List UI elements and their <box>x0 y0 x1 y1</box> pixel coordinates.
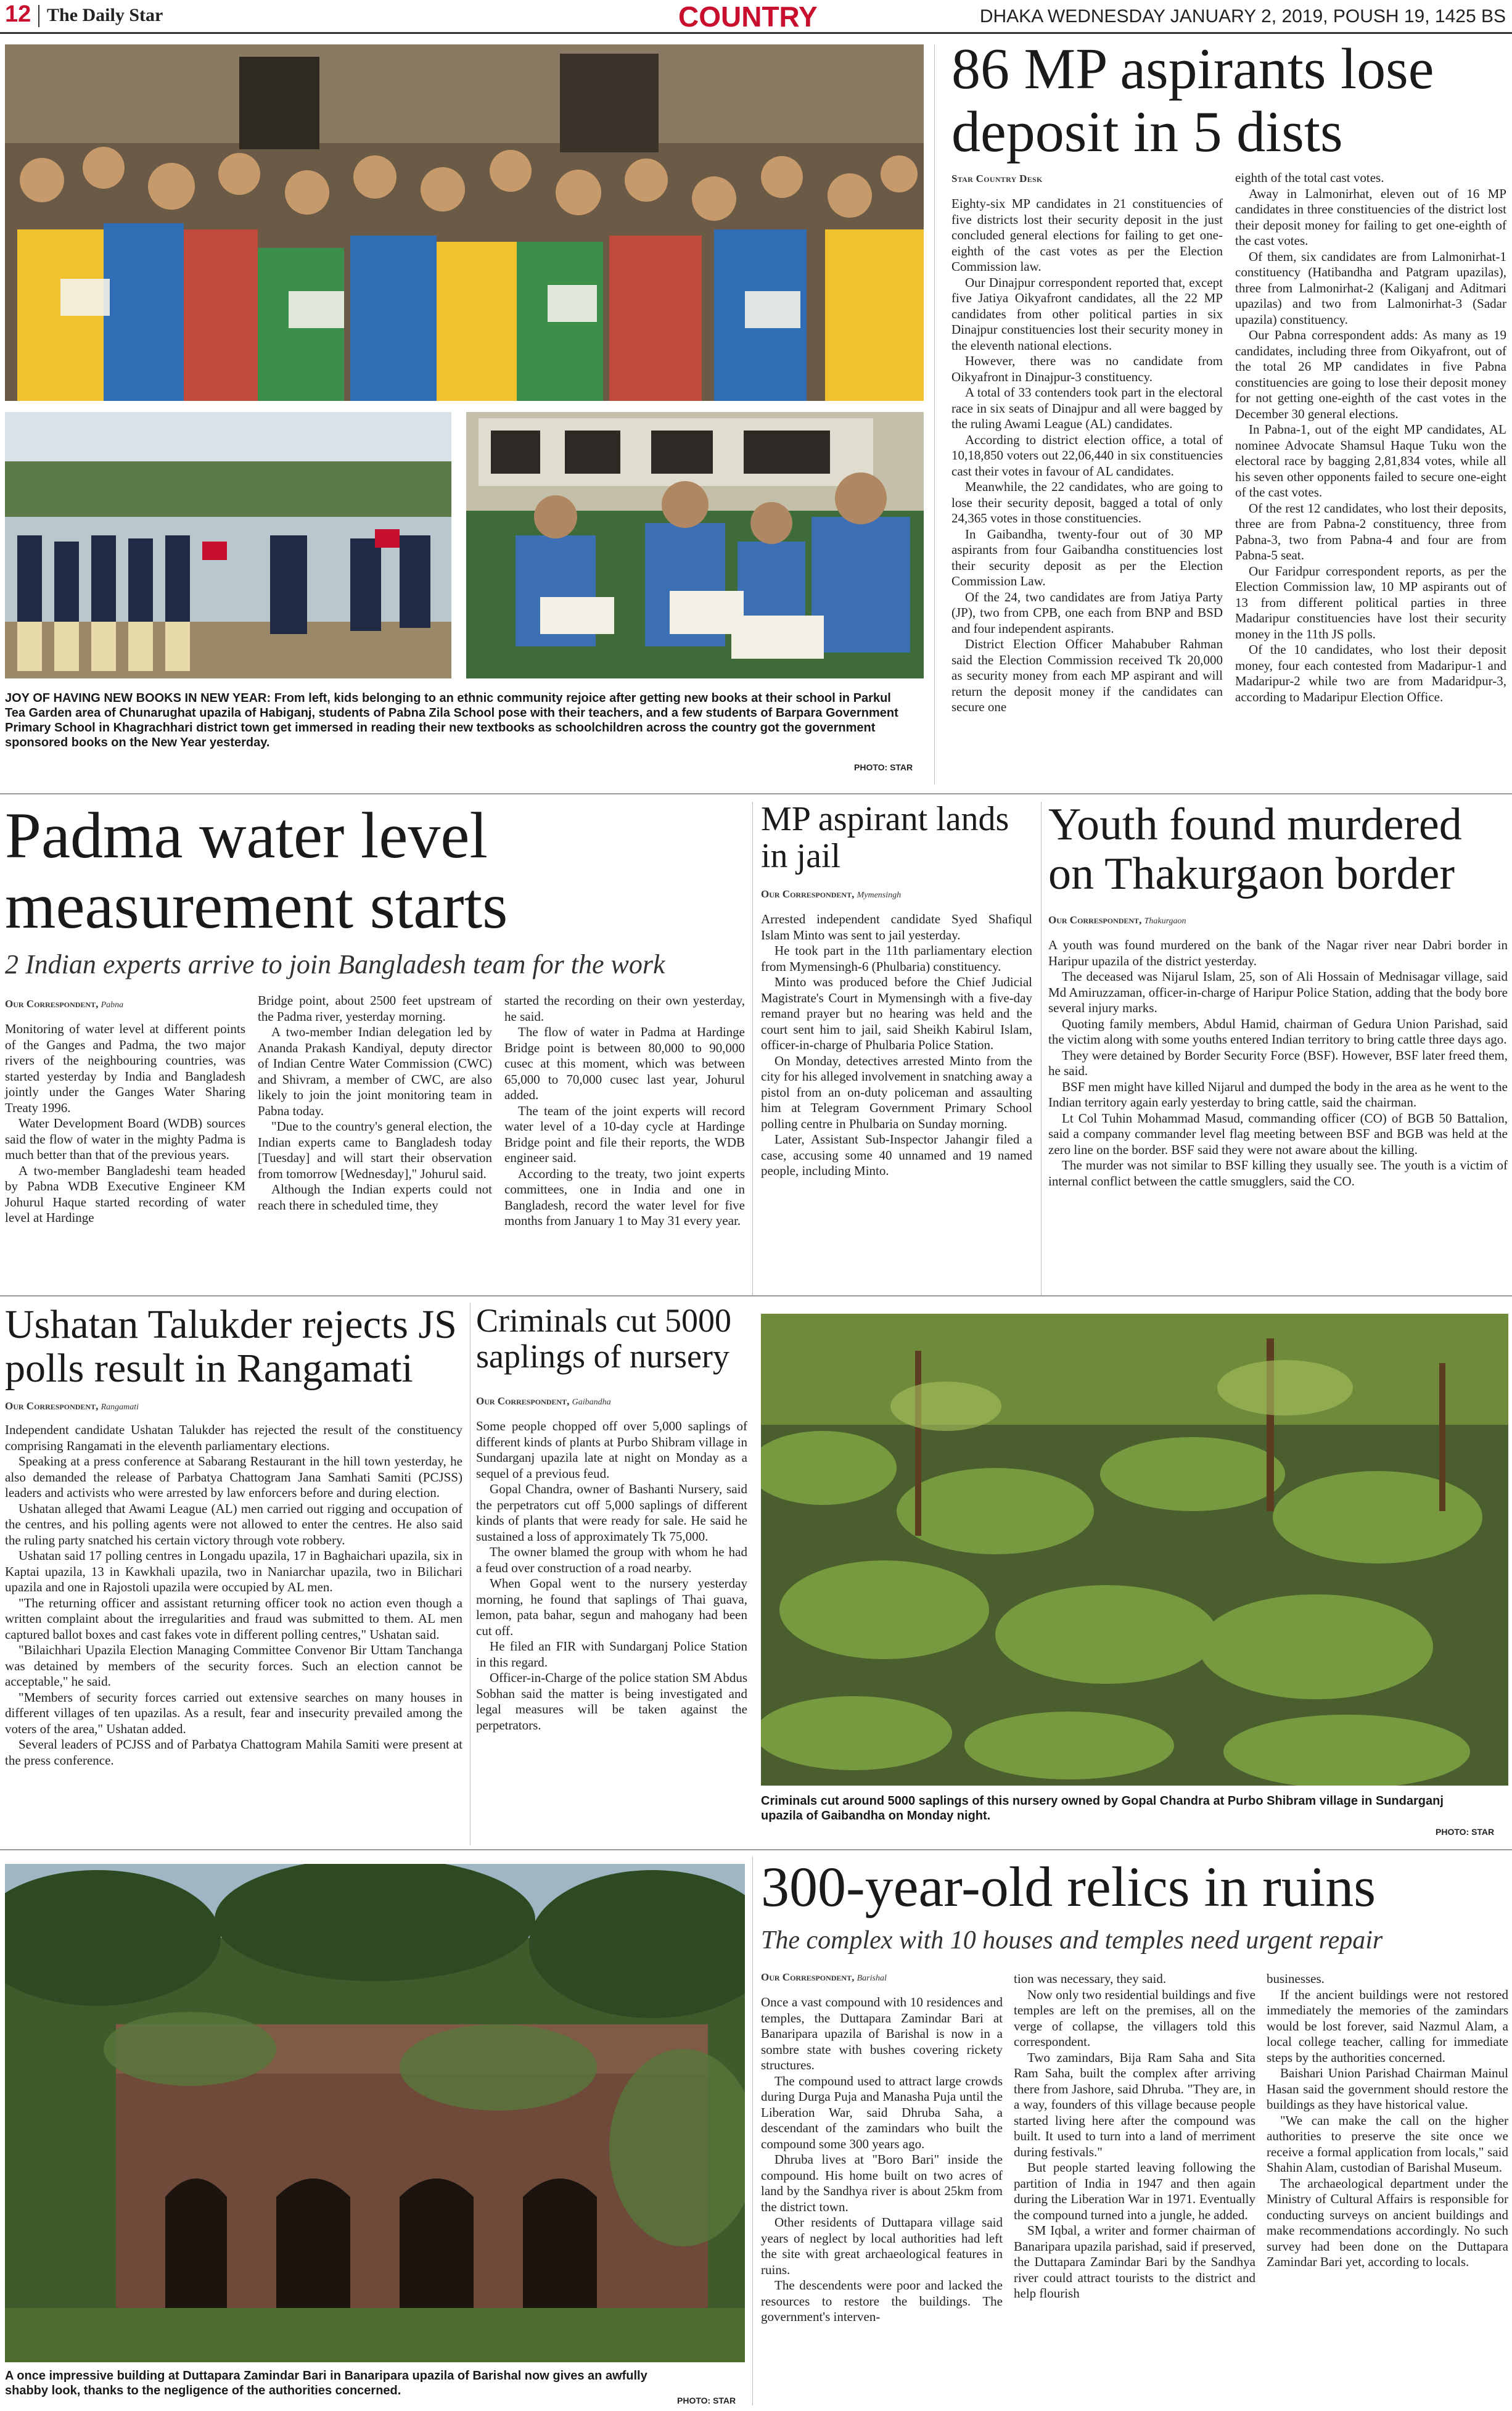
byline-saplings <box>476 1395 611 1407</box>
paragraph: Ushatan alleged that Awami League (AL) men carried out rigging and occupation of the centres, and his polling agents were not allowed to enter the centres. He also said the ruling party snatched his certain victory through vote robbery. <box>5 1501 462 1548</box>
paragraph: "Members of security forces carried out extensive searches on many houses in different villages of ten upazilas. As a result, fear and insecurity prevailed among the voters of the area," Ushatan added. <box>5 1689 462 1736</box>
paragraph: "The returning officer and assistant returning officer took no action even though a written complaint about the irregularities and fraud was submitted to them. AL men captured ballot boxes and cast fakes vote in different polling centres," Ushatan said. <box>5 1595 462 1642</box>
article-mp-col1 <box>951 196 1223 715</box>
paragraph: When Gopal went to the nursery yesterday morning, he found that saplings of Thai guava, lemon, pata bahar, segun and mahogany had been cut off. <box>476 1576 747 1638</box>
byline-text: Our Correspondent, <box>761 1971 855 1983</box>
paragraph: eighth of the total cast votes. <box>1235 170 1384 185</box>
paragraph: Away in Lalmonirhat, eleven out of 16 MP candidates in three constituencies of the district lost their deposit money for failing to get one-eighth of the cast votes. <box>1235 186 1506 248</box>
article-ushatan <box>5 1422 462 1768</box>
paragraph: Water Development Board (WDB) sources said the flow of water in the mighty Padma is much better than that of the previous years. <box>5 1116 245 1162</box>
paragraph: Our Dinajpur correspondent reported that, except five Jatiya Oikyafront candidates, all the 22 MP candidates from other political parties in six Dinajpur constituencies lost their security money in the eleventh national elections. <box>951 274 1223 353</box>
paragraph: If the ancient buildings were not restored immediately the memories of the zamindars would be lost forever, said Nazmul Alam, a local college teacher, calling for immediate steps by the authorities concerned. <box>1267 1987 1508 2065</box>
byline-text: Our Correspondent, <box>476 1395 570 1407</box>
byline-text: Our Correspondent, <box>5 998 99 1010</box>
headline-jail: MP aspirant lands in jail <box>761 800 1009 876</box>
paragraph: SM Iqbal, a writer and former chairman of Banaripara upazila parishad, said if preserved, the Duttapara Zamindar Bari by the Sandhya river could attract tourists to the district and help flourish <box>1014 2223 1255 2301</box>
section-rule <box>0 1295 1512 1296</box>
paragraph: A two-member Indian delegation led by Ananda Prakash Kandiyal, deputy director of Indian Centre Water Commission (CWC) and Shivram, a member of CWC, are also likely to join the joint monitoring team in Pabna today. <box>258 1024 492 1118</box>
byline-text: Our Correspondent, <box>1048 914 1142 926</box>
dateline: Pabna <box>101 1000 124 1010</box>
column-rule <box>752 802 753 1295</box>
paragraph: Monitoring of water level at different points of the Ganges and Padma, the two major rivers of the neighbouring countries, was started yesterday by India and Bangladesh jointly under the Ganges Water Sharing Treaty 1996. <box>5 1021 245 1115</box>
paragraph: But people started leaving following the partition of India in 1947 and then again during the Liberation War in 1971. Eventually the compound turned into a jungle, he added. <box>1014 2160 1255 2222</box>
byline-ushatan <box>5 1400 139 1412</box>
paragraph: The owner blamed the group with whom he had a feud over construction of a road nearby. <box>476 1544 747 1575</box>
paragraph: Of the 10 candidates, who lost their deposit money, four each contested from Madaripur-1 and Madaripur-2 while two are from Madaridpur-3, according to Madaripur Election Office. <box>1235 642 1506 704</box>
page-number: 12 <box>5 1 31 27</box>
headline-saplings: Criminals cut 5000 saplings of nursery <box>476 1302 731 1375</box>
paragraph: Later, Assistant Sub-Inspector Jahangir filed a case, accusing some 40 unnamed and 19 named people, including Minto. <box>761 1132 1032 1178</box>
paragraph: Now only two residential buildings and five temples are left on the premises, all on the verge of collapse, the villagers told this correspondent. <box>1014 1987 1255 2049</box>
paragraph: Of the 24, two candidates are from Jatiya Party (JP), two from CPB, one each from BNP and BSD and four independent aspirants. <box>951 589 1223 636</box>
paragraph: Minto was produced before the Chief Judicial Magistrate's Court in Mymensingh with a five-day remand prayer but no hearing was held and the court sent him to jail, said Sheikh Kabirul Islam, officer-in-charge of Phulbaria Police Station. <box>761 975 1032 1052</box>
paragraph: However, there was no candidate from Oikyafront in Dinajpur-3 constituency. <box>951 353 1223 384</box>
paragraph: According to the treaty, two joint experts committees, one in India and one in Bangladesh, record the water level for five months from January 1 to May 31 every year. <box>504 1166 745 1228</box>
article-relics-col1 <box>761 1995 1003 2325</box>
photo-nursery <box>761 1314 1508 1786</box>
section-rule <box>0 793 1512 794</box>
masthead <box>0 0 1512 34</box>
paragraph: A youth was found murdered on the bank of the Nagar river near Dabri border in Haripur upazila of the district yesterday. <box>1048 938 1508 968</box>
article-padma-col1 <box>5 1021 245 1226</box>
byline-youth <box>1048 914 1186 926</box>
paragraph: Speaking at a press conference at Sabarang Restaurant in the hill town yesterday, he also demanded the release of Parbatya Chattogram Jana Samhati Samiti (PCJSS) leaders and activists who were arrested by law enforcers before and during election. <box>5 1454 462 1500</box>
headline-mp-aspirants: 86 MP aspirants lose deposit in 5 dists <box>951 37 1434 164</box>
paragraph: "Bilaichhari Upazila Election Managing Committee Convenor Bir Uttam Tanchanga was detained by members of the security forces. Such an election cannot be acceptable," he said. <box>5 1642 462 1689</box>
photo-credit-books: PHOTO: STAR <box>854 762 913 772</box>
deck-relics: The complex with 10 houses and temples need urgent repair <box>761 1926 1383 1955</box>
paragraph: Meanwhile, the 22 candidates, who are going to lose their security deposit, bagged a total of only 24,365 votes in those constituencies. <box>951 479 1223 525</box>
column-rule <box>752 1857 753 2405</box>
headline-relics: 300-year-old relics in ruins <box>761 1855 1376 1918</box>
paragraph: Arrested independent candidate Syed Shafiqul Islam Minto was sent to jail yesterday. <box>761 912 1032 942</box>
photo-reading-students <box>466 412 924 678</box>
paragraph: The team of the joint experts will record water level of a 10-day cycle at Hardinge Bridge point and file their reports, the WDB engineer said. <box>504 1103 745 1165</box>
dateline: Barishal <box>857 1974 887 1983</box>
paragraph: Officer-in-Charge of the police station SM Abdus Sobhan said the matter is being investigated and legal measures will be taken against the perpetrators. <box>476 1670 747 1733</box>
paragraph: District Election Officer Mahabuber Rahman said the Election Commission received Tk 20,000 as security money from each MP aspirant and will return the deposit money if the candidates can secure one <box>951 637 1223 714</box>
byline-text: Star Country Desk <box>951 173 1043 184</box>
paragraph: The compound used to attract large crowds during Durga Puja and Manasha Puja until the Liberation War, said Dhruba Saha, a descendant of the zamindars who built the compound some 300 years ago. <box>761 2073 1003 2151</box>
paragraph: Although the Indian experts could not reach there in scheduled time, they <box>258 1182 492 1213</box>
paragraph: tion was necessary, they said. <box>1014 1971 1167 1986</box>
paragraph: The murder was not similar to BSF killing they usually see. The youth is a victim of internal conflict between the cattle smugglers, said the CO. <box>1048 1158 1508 1189</box>
paragraph: Baishari Union Parishad Chairman Mainul Hasan said the government should restore the buildings as they have historical value. <box>1267 2066 1508 2112</box>
article-relics-col2 <box>1014 1971 1255 2302</box>
paragraph: The deceased was Nijarul Islam, 25, son of Ali Hossain of Mednisagar village, said Md Amiruzzaman, officer-in-charge of Haripur Police Station, adding that the body bore several injury marks. <box>1048 969 1508 1015</box>
photo-caption-nursery: Criminals cut around 5000 saplings of this nursery owned by Gopal Chandra at Purbo Shibram village in Sundarganj upazila of Gaibandha on Monday night. <box>761 1794 1444 1823</box>
article-padma-col2 <box>258 993 492 1213</box>
column-rule <box>934 44 935 785</box>
photo-zamindar-bari <box>5 1864 745 2362</box>
paragraph: Ushatan said 17 polling centres in Longadu upazila, 17 in Baghaichari upazila, six in Kaptai upazila, 13 in Kawkhali upazila, two in Naniarchar upazila, two in Bilichari upazila and one in Rajostoli upazila were occupied by AL men. <box>5 1548 462 1594</box>
section-rule <box>0 1849 1512 1850</box>
paragraph: A two-member Bangladeshi team headed by Pabna WDB Executive Engineer KM Johurul Haque started recording of water level at Hardinge <box>5 1163 245 1225</box>
paragraph: Our Faridpur correspondent reports, as per the Election Commission law, 10 MP aspirants out of 13 from different political parties in three Madaripur constituencies have lost their security money in the 11th JS polls. <box>1235 563 1506 641</box>
paragraph: BSF men might have killed Nijarul and dumped the body in the area as he went to the Indian territory again early yesterday to bring cattle, said the chairman. <box>1048 1079 1508 1110</box>
paragraph: Some people chopped off over 5,000 saplings of different kinds of plants at Purbo Shibram village in Sundarganj upazila late at night on Monday as a sequel of a previous feud. <box>476 1419 747 1481</box>
byline-padma <box>5 998 123 1010</box>
paragraph: Lt Col Tuhin Mohammad Masud, commanding officer (CO) of BGB 50 Battalion, said a company commander level flag meeting between BSF and BGB was held at the zero line on the border. BSF said they were not aware about the killing. <box>1048 1110 1508 1157</box>
paragraph: Eighty-six MP candidates in 21 constituencies of five districts lost their security deposit in the just concluded general elections for failing to get one-eighth of the cast votes as per the Election Commission law. <box>951 196 1223 274</box>
byline-jail <box>761 888 901 901</box>
paragraph: started the recording on their own yesterday, he said. <box>504 993 745 1024</box>
headline-youth: Youth found murdered on Thakurgaon border <box>1048 799 1462 899</box>
paragraph: The flow of water in Padma at Hardinge Bridge point is between 80,000 to 90,000 cusec at this moment, which was between 65,000 to 70,000 cusec last year, Johurul added. <box>504 1024 745 1102</box>
section-label: COUNTRY <box>678 1 818 33</box>
article-mp-col2 <box>1235 170 1506 705</box>
article-padma-col3 <box>504 993 745 1229</box>
byline-mp <box>951 173 1043 185</box>
paragraph: Two zamindars, Bija Ram Saha and Sita Ram Saha, built the complex after arriving there from Jashore, said Dhruba. "They are, in a way, founders of this village because people started living here after the compound was built. It used to turn into a land of merriment during festivals." <box>1014 2050 1255 2159</box>
byline-text: Our Correspondent, <box>5 1400 99 1412</box>
dateline: Gaibandha <box>572 1398 611 1407</box>
photo-kids-with-books <box>5 44 924 401</box>
paragraph: A total of 33 contenders took part in the electoral race in six seats of Dinajpur and all were bagged by the ruling Awami League (AL) candidates. <box>951 385 1223 431</box>
date-line: DHAKA WEDNESDAY JANUARY 2, 2019, POUSH 19, 1425 BS <box>979 6 1506 27</box>
paragraph: Quoting family members, Abdul Hamid, chairman of Gedura Union Parishad, said the victim along with some youths entered Indian territory to bring cattle three days ago. <box>1048 1016 1508 1047</box>
paragraph: Our Pabna correspondent adds: As many as 19 candidates, including three from Oikyafront, out of the total 26 MP candidates in five Pabna constituencies are going to lose their deposit money for not getting one-eighth of the cast votes in the December 30 general elections. <box>1235 328 1506 421</box>
paragraph: Independent candidate Ushatan Talukder has rejected the result of the constituency comprising Rangamati in the eleventh parliamentary elections. <box>5 1422 462 1453</box>
paragraph: According to district election office, a total of 10,18,850 voters out 22,06,440 in six constituencies cast their votes in favour of AL candidates. <box>951 432 1223 479</box>
masthead-divider <box>38 5 39 27</box>
paragraph: They were detained by Border Security Force (BSF). However, BSF later freed them, he said. <box>1048 1047 1508 1078</box>
paragraph: Other residents of Duttapara village said years of neglect by local authorities had left the site with great archaeological features in ruins. <box>761 2215 1003 2277</box>
dateline: Rangamati <box>101 1403 139 1412</box>
paragraph: He took part in the 11th parliamentary election from Mymensingh-6 (Phulbaria) constituency. <box>761 943 1032 974</box>
paragraph: Gopal Chandra, owner of Bashanti Nursery, said the perpetrators cut off 5,000 saplings of different kinds of plants that were ready for sale. He said he sustained a loss of approximately Tk 75,000. <box>476 1482 747 1544</box>
byline-relics <box>761 1971 887 1984</box>
paper-name: The Daily Star <box>47 5 163 25</box>
photo-pabna-students <box>5 412 451 678</box>
column-rule <box>1041 802 1042 1295</box>
headline-padma: Padma water level measurement starts <box>5 799 508 942</box>
photo-credit-nursery: PHOTO: STAR <box>1436 1827 1495 1837</box>
paragraph: Of the rest 12 candidates, who lost their deposits, three are from Pabna-2 constituency, three from Pabna-3, two from Pabna-4 and four are from Pabna-5 seat. <box>1235 500 1506 563</box>
paragraph: Bridge point, about 2500 feet upstream of the Padma river, yesterday morning. <box>258 993 492 1024</box>
headline-ushatan: Ushatan Talukder rejects JS polls result in Rangamati <box>5 1302 457 1391</box>
dateline: Mymensingh <box>857 891 902 900</box>
article-relics-col3 <box>1267 1971 1508 2270</box>
photo-caption-relics: A once impressive building at Duttapara Zamindar Bari in Banaripara upazila of Barishal now gives an awfully shabby look, thanks to the negligence of the authorities concerned. <box>5 2369 647 2397</box>
paragraph: In Pabna-1, out of the eight MP candidates, AL nominee Advocate Shamsul Haque Tuku won the electoral race by bagging 2,81,834 votes, while all his seven other opponents failed to secure one-eight of the cast votes. <box>1235 422 1506 500</box>
paragraph: The archaeological department under the Ministry of Cultural Affairs is responsible for conducting surveys on ancient buildings and make recommendations accordingly. No such survey had been done on the Duttapara Zamindar Bari yet, according to locals. <box>1267 2175 1508 2269</box>
photo-caption-books: JOY OF HAVING NEW BOOKS IN NEW YEAR: From left, kids belonging to an ethnic community rejoice after getting new books at their school in Parkul Tea Garden area of Chunarughat upazila of Habiganj, students of Pabna Zila School pose with their teachers, and a few students of Barpara Government Primary School in Khagrachhari district town get immersed in reading their new textbooks as schoolchildren across the country got the government sponsored books on the New Year yesterday. <box>5 691 898 749</box>
paragraph: He filed an FIR with Sundarganj Police Station in this regard. <box>476 1639 747 1670</box>
article-jail <box>761 912 1032 1179</box>
deck-padma: 2 Indian experts arrive to join Bangladesh team for the work <box>5 949 665 979</box>
paragraph: Of them, six candidates are from Lalmonirhat-1 constituency (Hatibandha and Patgram upazilas), three from Lalmonirhat-2 (Kaliganj and Aditmari upazilas) and two from Lalmonirhat-3 (Sadar upazila) constituency. <box>1235 249 1506 327</box>
paragraph: On Monday, detectives arrested Minto from the city for his alleged involvement in snatching away a pistol from an on-duty policeman and assaulting him at Telegram Government Primary School polling centre in Phulbaria on Sunday morning. <box>761 1053 1032 1131</box>
paragraph: The descendents were poor and lacked the resources to restore the buildings. The government's interven- <box>761 2278 1003 2324</box>
paragraph: Once a vast compound with 10 residences and temples, the Duttapara Zamindar Bari at Banaripara upazila of Barishal is now in a sombre state with bushes covering rickety structures. <box>761 1995 1003 2072</box>
paragraph: Dhruba lives at "Boro Bari" inside the compound. His home built on two acres of land by the Sandhya river is about 25km from the district town. <box>761 2152 1003 2214</box>
dateline: Thakurgaon <box>1144 917 1186 926</box>
paragraph: Several leaders of PCJSS and of Parbatya Chattogram Mahila Samiti were present at the press conference. <box>5 1737 462 1768</box>
paragraph: "Due to the country's general election, the Indian experts came to Bangladesh today [Tuesday] and will start their observation from tomorrow [Wednesday]," Johurul said. <box>258 1119 492 1181</box>
byline-text: Our Correspondent, <box>761 888 855 900</box>
paragraph: businesses. <box>1267 1971 1325 1986</box>
paragraph: "We can make the call on the higher authorities to preserve the site once we receive a formal application from locals," said Shahin Alam, custodian of Barishal Museum. <box>1267 2112 1508 2175</box>
article-youth <box>1048 938 1508 1189</box>
paragraph: In Gaibandha, twenty-four out of 30 MP aspirants from four Gaibandha constituencies lost their security deposit as per the Election Commission Law. <box>951 526 1223 588</box>
photo-credit-relics: PHOTO: STAR <box>677 2396 736 2405</box>
article-saplings <box>476 1419 747 1733</box>
